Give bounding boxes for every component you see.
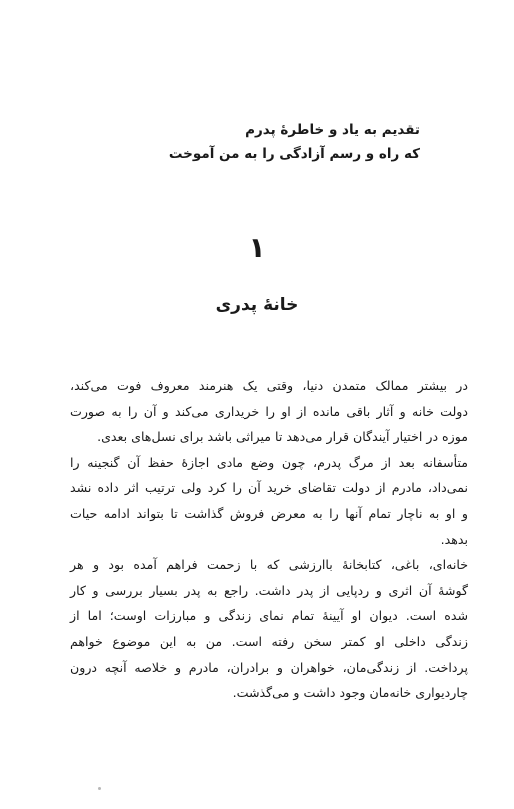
dedication-line-1: تقدیم به یاد و خاطرهٔ پدرم — [245, 122, 420, 138]
page-speck — [98, 787, 101, 790]
text-line: زندگی داخلی او کمتر سخن رفته است. من به این موضوع خواهم — [70, 633, 468, 649]
text-line: چاردیواری خانه‌مان وجود داشت و می‌گذشت. — [232, 685, 468, 701]
text-line: در بیشتر ممالک متمدن دنیا، وقتی یک هنرمند معروف فوت می‌کند، — [70, 378, 468, 393]
dedication — [40, 118, 420, 166]
chapter-title: خانهٔ پدری — [215, 295, 299, 315]
text-line: شده است. دیوان او آیینهٔ تمام نمای زندگی و مبارزات اوست؛ اما از — [70, 608, 468, 624]
paragraph-1 — [70, 373, 468, 450]
paragraph-2 — [70, 450, 468, 552]
text-line: موزه در اختیار آیندگان قرار می‌دهد تا میراثی باشد برای نسل‌های بعدی. — [97, 429, 468, 445]
text-line: دولت خانه و آثار باقی مانده از او را خریداری می‌کند و آن را به صورت — [70, 403, 468, 419]
dedication-line-2: که راه و رسم آزادگی را به من آموخت — [168, 146, 420, 162]
text-line: و او به ناچار تمام آنها را به معرض فروش گذاشت تا بتواند ادامه حیات — [70, 505, 468, 521]
body-text — [70, 373, 468, 706]
text-line: متأسفانه بعد از مرگ پدرم، چون وضع مادی اجازهٔ حفظ آن گنجینه را — [70, 454, 468, 470]
paragraph-3 — [70, 552, 468, 706]
chapter-number: ۱ — [248, 231, 266, 264]
text-line: نمی‌داد، مادرم از دولت تقاضای خرید آن را کرد ولی ترتیب اثر داده نشد — [70, 480, 468, 496]
text-line: بدهد. — [440, 531, 468, 547]
text-line: پرداخت. از زندگی‌مان، خواهران و برادران، مادرم و خلاصه آنچه درون — [70, 659, 468, 675]
text-line: خانه‌ای، باغی، کتابخانهٔ باارزشی که با زحمت فراهم آمده بود و هر — [70, 557, 468, 573]
text-line: گوشهٔ آن اثری و ردپایی از پدر داشت. راجع به پدر بسیار بررسی و کار — [70, 582, 468, 598]
